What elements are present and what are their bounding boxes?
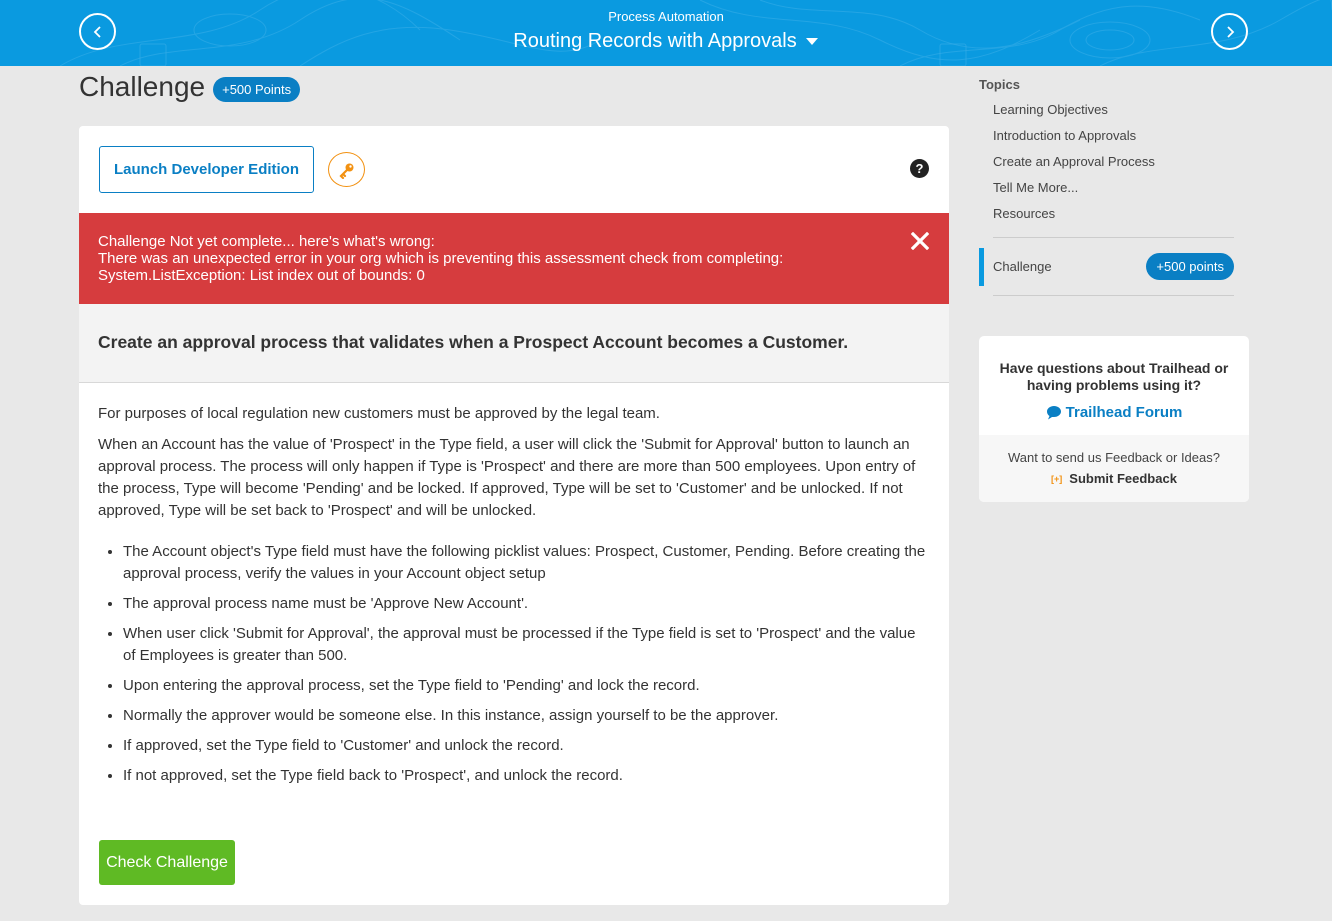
task-title: Create an approval process that validates when a Prospect Account becomes a Customer. [79,304,949,383]
feedback-section [979,435,1249,502]
help-question: Have questions about Trailhead or having problems using it? [999,360,1229,393]
list-item: • If not approved, set the Type field back to 'Prospect', and unlock the record. [123,765,930,787]
challenge-card [79,126,949,905]
trailhead-forum-link[interactable] [979,404,1249,421]
chevron-right-icon [1224,25,1236,39]
task-paragraph: For purposes of local regulation new customers must be approved by the legal team. [98,405,660,422]
speech-bubble-icon [1046,405,1062,420]
submit-feedback-link[interactable] [1051,471,1177,486]
topics-heading: Topics [979,77,1020,92]
error-line-2: There was an unexpected error in your org which is preventing this assessment check from completing: [98,250,784,267]
error-line-3: System.ListException: List index out of bounds: 0 [98,267,425,284]
check-challenge-button[interactable]: Check Challenge [99,840,235,885]
list-item: • The Account object's Type field must have the following picklist values: Prospect, Customer, Pending. Before creating the approval process, verify the values in your Account object setup [123,541,930,585]
page-title: Challenge [79,71,206,102]
module-subtitle: Process Automation [608,9,724,24]
active-indicator [979,248,984,286]
topic-challenge-label: Challenge [993,259,1052,274]
close-icon[interactable] [911,232,929,250]
module-title-dropdown[interactable] [513,26,818,56]
module-title: Routing Records with Approvals [513,30,797,52]
list-item: • The approval process name must be 'Approve New Account'. [123,593,930,615]
question-icon[interactable]: ? [910,159,929,178]
module-info [0,9,1332,56]
plus-bracket-icon: [+] [1051,473,1063,484]
list-item: • Normally the approver would be someone else. In this instance, assign yourself to be the approver. [123,705,930,727]
topics-nav [979,76,1234,296]
topic-points-badge: +500 points [1146,253,1234,280]
caret-down-icon [805,36,819,46]
topic-introduction-to-approvals[interactable]: Introduction to Approvals [993,128,1137,143]
help-box [979,336,1249,502]
list-item: • If approved, set the Type field to 'Customer' and unlock the record. [123,735,930,757]
topic-tell-me-more[interactable]: Tell Me More... [993,180,1079,195]
task-description [98,403,930,795]
topic-resources[interactable]: Resources [993,206,1056,221]
module-header [0,0,1332,66]
challenge-heading [79,70,300,104]
key-button[interactable] [328,152,365,187]
feedback-question: Want to send us Feedback or Ideas? [1008,450,1220,465]
forum-link-label: Trailhead Forum [1065,404,1183,421]
list-item: • When user click 'Submit for Approval', the approval must be processed if the Type field is set to 'Prospect' and the value of Employees is greater than 500. [123,623,930,667]
submit-feedback-label: Submit Feedback [1069,471,1177,486]
topic-create-an-approval-process[interactable]: Create an Approval Process [993,154,1155,169]
requirements-list [98,541,930,787]
launch-developer-edition-button[interactable]: Launch Developer Edition [99,146,314,193]
next-unit-button[interactable] [1211,13,1248,50]
list-item: • Upon entering the approval process, set the Type field to 'Pending' and lock the record. [123,675,930,697]
error-banner [79,213,949,304]
divider [993,295,1234,296]
error-line-1: Challenge Not yet complete... here's what's wrong: [98,233,435,250]
task-paragraph: When an Account has the value of 'Prospect' in the Type field, a user will click the 'Submit for Approval' button to launch an approval process. The process will only happen if Type is 'Prospect' and there are more than 500 employees. Upon entry of the process, Type will become 'Pending' and be locked. If approved, Type will be set to 'Customer' and be unlocked. If not approved, Type will be set back to 'Prospect' and will be unlocked. [98,436,916,519]
key-icon [338,161,356,179]
points-badge: +500 Points [213,77,300,102]
topic-learning-objectives[interactable]: Learning Objectives [993,102,1108,117]
topic-challenge[interactable] [979,238,1234,286]
